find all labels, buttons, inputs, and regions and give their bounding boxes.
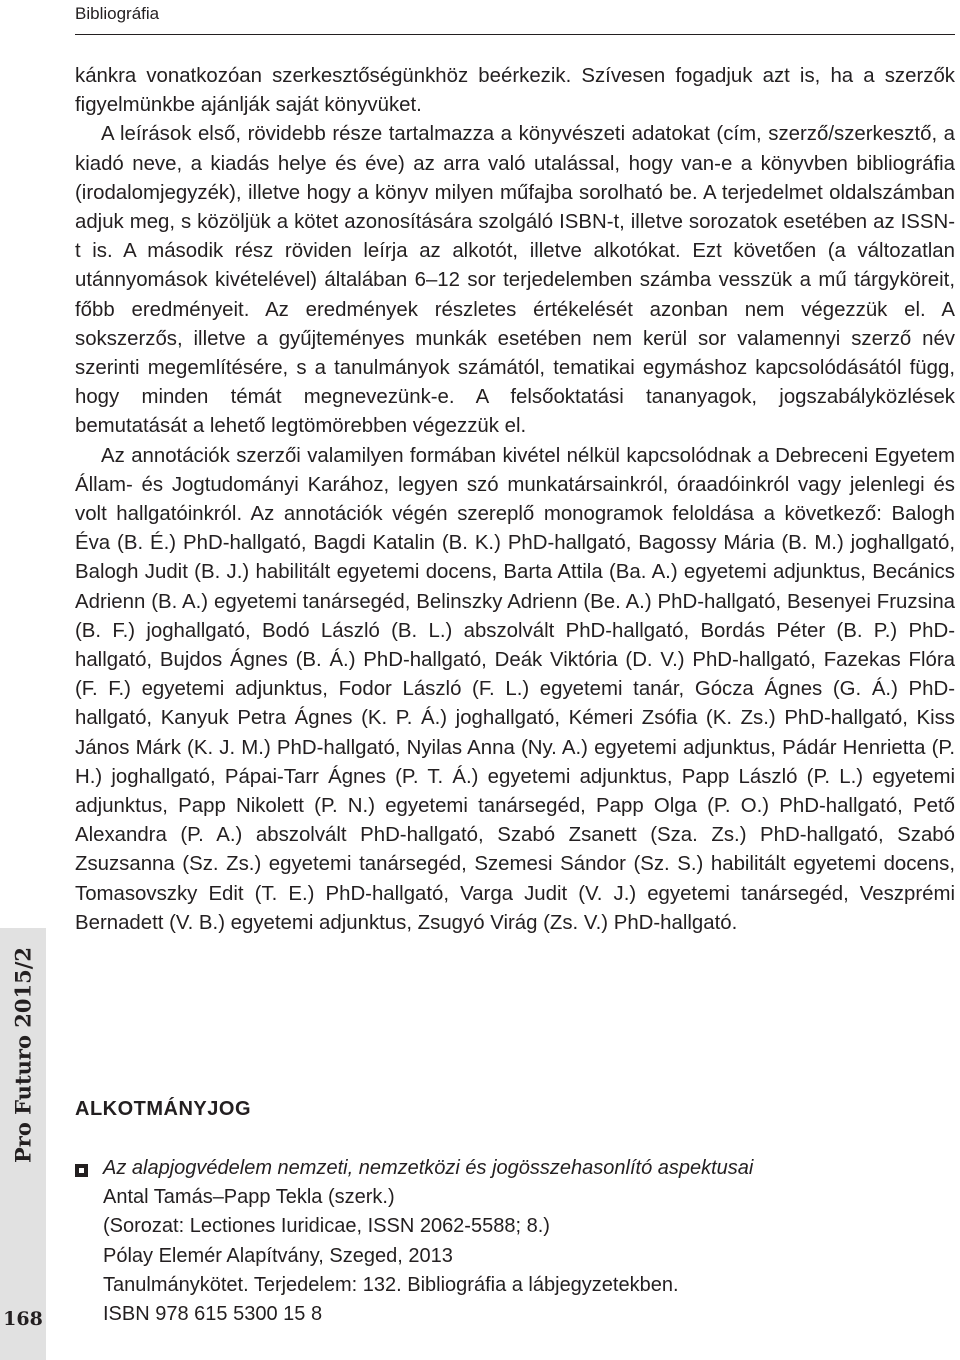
running-head: Bibliográfia [75, 4, 160, 23]
entry-title: Az alapjogvédelem nemzeti, nemzetközi és jogösszehasonlító aspektusai [103, 1157, 754, 1179]
body-text [75, 62, 955, 938]
square-bullet-icon [75, 1164, 88, 1177]
section-heading: ALKOTMÁNYJOG [75, 1098, 251, 1120]
entry-series: (Sorozat: Lectiones Iuridicae, ISSN 2062-5588; 8.) [103, 1215, 550, 1238]
page-number: 168 [3, 1308, 43, 1330]
bibliography-entry [75, 1154, 955, 1329]
paragraph-annotators: Az annotációk szerzői valamilyen formában kivétel nélkül kapcsolódnak a Debreceni Egyetem Állam- és Jogtudományi Karához, legyen szó munkatársainkról, óraadóinkról vagy jelenlegi és volt hallgatóinkról. Az annotációk végén szereplő monogramok feloldása a következő: Balogh Éva (B. É.) PhD-hallgató, Bagdi Katalin (B. K.) PhD-hallgató, Bagossy Mária (B. M.) joghallgató, Balogh Judit (B. J.) habilitált egyetemi docens, Barta Attila (Ba. A.) egyetemi adjunktus, Becánics Adrienn (B. A.) egyetemi tanársegéd, Belinszky Adrienn (Be. A.) PhD-hallgató, Besenyei Fruzsina (B. F.) joghallgató, Bodó László (B. L.) abszolvált PhD-hallgató, Bordás Péter (B. P.) PhD-hallgató, Bujdos Ágnes (B. Á.) PhD-hallgató, Deák Viktória (D. V.) PhD-hallgató, Fazekas Flóra (F. F.) egyetemi adjunktus, Fodor László (F. L.) egyetemi tanár, Gócza Ágnes (G. Á.) PhD-hallgató, Kanyuk Petra Ágnes (K. P. Á.) joghallgató, Kémeri Zsófia (K. Zs.) PhD-hallgató, Kiss János Márk (K. J. M.) PhD-hallgató, Nyilas Anna (Ny. A.) egyetemi adjunktus, Pádár Henrietta (P. H.) joghallgató, Pápai-Tarr Ágnes (P. T. Á.) egyetemi adjunktus, Papp László (P. L.) egyetemi adjunktus, Papp Nikolett (P. N.) egyetemi tanársegéd, Papp Olga (P. O.) PhD-hallgató, Pető Alexandra (P. A.) abszolvált PhD-hallgató, Szabó Zsanett (Sza. Zs.) PhD-hallgató, Szabó Zsuzsanna (Sz. Zs.) egyetemi tanársegéd, Szemesi Sándor (Sz. S.) habilitált egyetemi docens, Tomasovszky Edit (T. E.) PhD-hallgató, Varga Judit (V. J.) egyetemi tanársegéd, Veszprémi Bernadett (V. B.) egyetemi adjunktus, Zsugyó Virág (Zs. V.) PhD-hallgató. [75, 444, 955, 934]
paragraph-description: A leírások első, rövidebb része tartalmazza a könyvészeti adatokat (cím, szerző/szerkesztő, a kiadó neve, a kiadás helye és éve) az arra való utalással, hogy van-e a könyvben bibliográfia (irodalomjegyzék), illetve hogy a könyv milyen műfajba sorolható be. A terjedelmet oldalszámban adjuk meg, s közöljük a kötet azonosítására szolgáló ISBN-t, illetve sorozatok esetében az ISSN-t is. A második rész röviden leírja az alkotót, illetve alkotókat. Ezt követően (a változatlan utánnyomások kivételével) általában 6–12 sor terjedelemben számba vesszük a mű tárgyköreit, főbb eredményeit. Az eredmények részletes értékelését azonban nem végezzük el. A sokszerzős, illetve a gyűjteményes munkák esetében nem kerül sor valamennyi szerző név szerinti megemlítésére, s a tanulmányok számától, tematikai egymáshoz kapcsolódásától függ, hogy minden témát megnevezünk-e. A felsőoktatási tananyagok, jogszabályközlések bemutatását a lehető legtömörebben végezzük el. [75, 123, 955, 438]
journal-title-vertical: Pro Futuro 2015/2 [10, 946, 36, 1164]
header-rule [75, 34, 955, 35]
entry-lines [103, 1154, 955, 1329]
entry-authors: Antal Tamás–Papp Tekla (szerk.) [103, 1186, 395, 1209]
entry-isbn: ISBN 978 615 5300 15 8 [103, 1303, 323, 1326]
entry-publisher: Pólay Elemér Alapítvány, Szeged, 2013 [103, 1244, 453, 1267]
entry-extent: Tanulmánykötet. Terjedelem: 132. Bibliográfia a lábjegyzetekben. [103, 1273, 679, 1296]
paragraph-continuation: kánkra vonatkozóan szerkesztőségünkhöz beérkezik. Szívesen fogadjuk azt is, ha a szerzők figyelmünkbe ajánlják saját könyvüket. [75, 65, 955, 117]
